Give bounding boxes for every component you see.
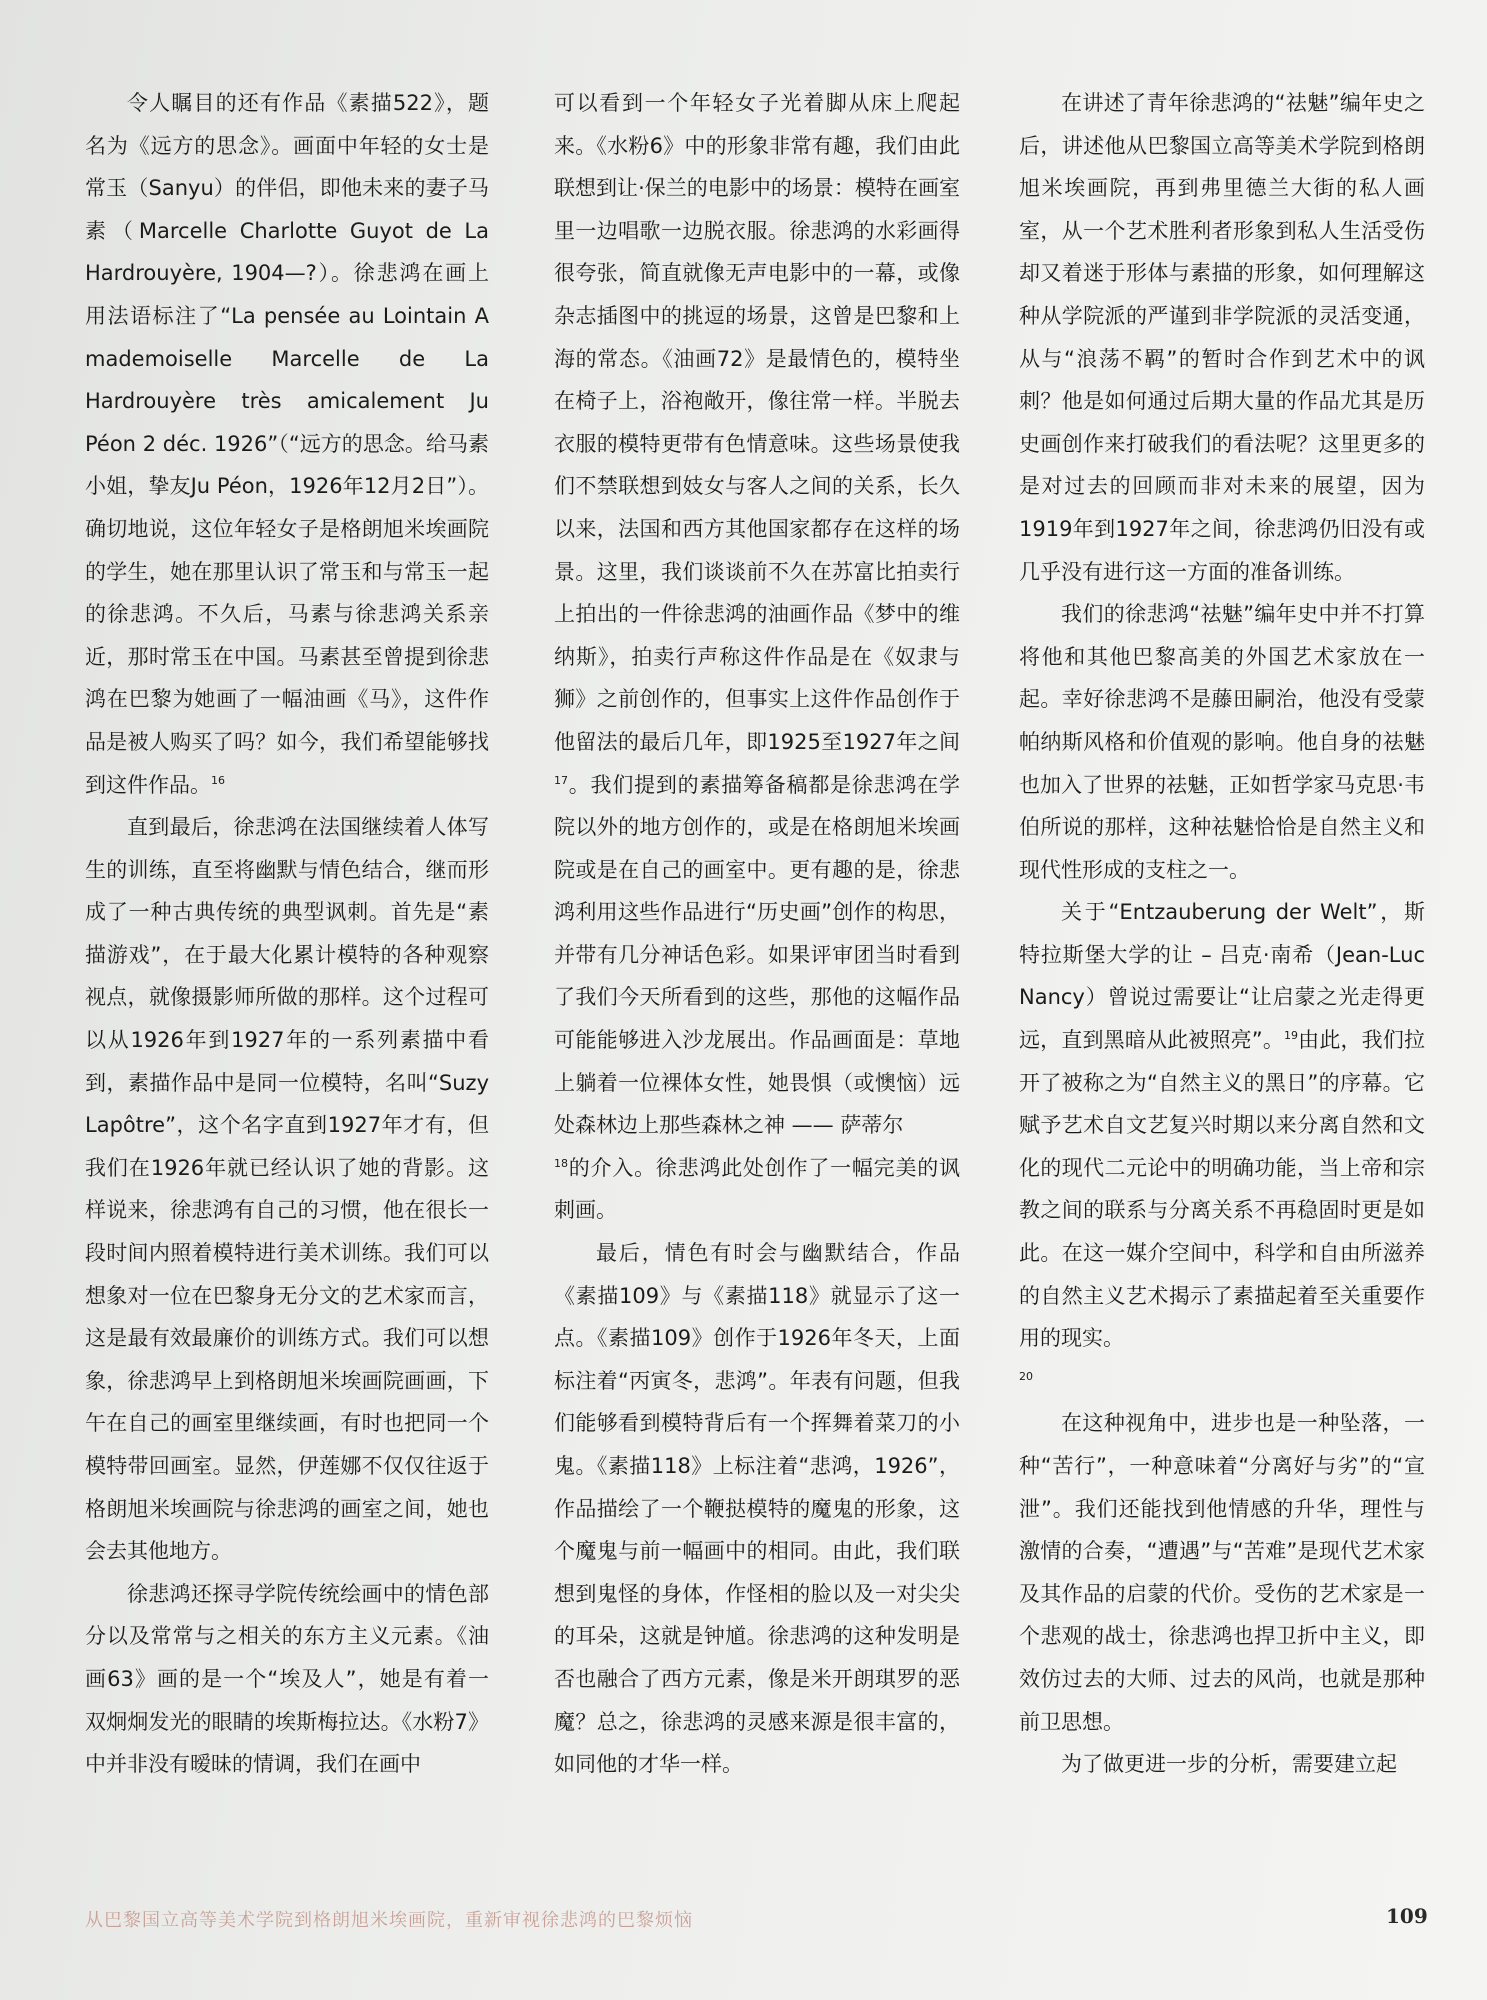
paragraph-text: 为了做更进一步的分析，需要建立起 [1061, 1752, 1397, 1777]
paragraph [554, 82, 960, 1147]
page-number: 109 [1386, 1904, 1428, 1928]
paragraph [85, 82, 489, 806]
paragraph [554, 1147, 960, 1232]
footnote-marker: 20 [1019, 1369, 1033, 1383]
paragraph [1019, 1743, 1425, 1786]
paragraph-text-after-note: 的介入。徐悲鸿此处创作了一幅完美的讽刺画。 [554, 1155, 960, 1223]
paragraph [1019, 891, 1425, 1360]
paragraph-text: 我们的徐悲鸿“祛魅”编年史中并不打算将他和其他巴黎高美的外国艺术家放在一起。幸好徐悲鸿不是藤田嗣治，他没有受蒙帕纳斯风格和价值观的影响。他自身的祛魅也加入了世界的祛魅，正如哲学家马克思·韦伯所说的那样，这种祛魅恰恰是自然主义和现代性形成的支柱之一。 [1019, 602, 1425, 882]
text-column-2 [554, 82, 960, 1786]
paragraph [1019, 1402, 1425, 1743]
footnote-marker: 18 [554, 1156, 568, 1170]
paragraph [85, 806, 489, 1573]
running-footer-title: 从巴黎国立高等美术学院到格朗旭米埃画院，重新审视徐悲鸿的巴黎烦恼 [85, 1910, 693, 1931]
paragraph-text-after-note: 。我们提到的素描筹备稿都是徐悲鸿在学院以外的地方创作的，或是在格朗旭米埃画院或是在自己的画室中。更有趣的是，徐悲鸿利用这些作品进行“历史画”创作的构思，并带有几分神话色彩。如果评审团当时看到了我们今天所看到的这些，那他的这幅作品可能能够进入沙龙展出。作品画面是：草地上躺着一位裸体女性，她畏惧（或懊恼）远处森林边上那些森林之神 —— 萨蒂尔 [554, 772, 960, 1138]
text-column-3 [1019, 82, 1425, 1786]
paragraph-text: 最后，情色有时会与幽默结合，作品《素描109》与《素描118》就显示了这一点。《素描109》创作于1926年冬天，上面标注着“丙寅冬，悲鸿”。年表有问题，但我们能够看到模特背后有一个挥舞着菜刀的小鬼。《素描118》上标注着“悲鸿，1926”，作品描绘了一个鞭挞模特的魔鬼的形象，这个魔鬼与前一幅画中的相同。由此，我们联想到鬼怪的身体，作怪相的脸以及一对尖尖的耳朵，这就是钟馗。徐悲鸿的这种发明是否也融合了西方元素，像是米开朗琪罗的恶魔？总之，徐悲鸿的灵感来源是很丰富的，如同他的才华一样。 [554, 1241, 960, 1777]
footnote-marker: 17 [554, 773, 568, 787]
paragraph-text: 徐悲鸿还探寻学院传统绘画中的情色部分以及常常与之相关的东方主义元素。《油画63》画的是一个“埃及人”，她是有着一双炯炯发光的眼睛的埃斯梅拉达。《水粉7》中并非没有暧昧的情调，我们在画中 [85, 1581, 489, 1777]
footnote-marker: 19 [1284, 1029, 1299, 1043]
paragraph-text: 令人瞩目的还有作品《素描522》，题名为《远方的思念》。画面中年轻的女士是常玉（Sanyu）的伴侣，即他未来的妻子马素（Marcelle Charlotte Guyot de La Hardrouyère, 1904—?）。徐悲鸿在画上用法语标注了“La pensée au Lointain A mademoiselle Marcelle de La Hardrouyère très amicalement Ju Péon 2 déc. 1926”（“远方的思念。给马素小姐，挚友Ju Péon，1926年12月2日”）。确切地说，这位年轻女子是格朗旭米埃画院的学生，她在那里认识了常玉和与常玉一起的徐悲鸿。不久后，马素与徐悲鸿关系亲近，那时常玉在中国。马素甚至曾提到徐悲鸿在巴黎为她画了一幅油画《马》，这件作品是被人购买了吗？如今，我们希望能够找到这件作品。 [85, 91, 489, 797]
paragraph-text: 在讲述了青年徐悲鸿的“祛魅”编年史之后，讲述他从巴黎国立高等美术学院到格朗旭米埃画院，再到弗里德兰大街的私人画室，从一个艺术胜利者形象到私人生活受伤却又着迷于形体与素描的形象，如何理解这种从学院派的严谨到非学院派的灵活变通，从与“浪荡不羁”的暂时合作到艺术中的讽刺？他是如何通过后期大量的作品尤其是历史画创作来打破我们的看法呢？这里更多的是对过去的回顾而非对未来的展望，因为1919年到1927年之间，徐悲鸿仍旧没有或几乎没有进行这一方面的准备训练。 [1019, 91, 1425, 584]
paragraph-text: 可以看到一个年轻女子光着脚从床上爬起来。《水粉6》中的形象非常有趣，我们由此联想到让·保兰的电影中的场景：模特在画室里一边唱歌一边脱衣服。徐悲鸿的水彩画得很夸张，简直就像无声电影中的一幕，或像杂志插图中的挑逗的场景，这曾是巴黎和上海的常态。《油画72》是最情色的，模特坐在椅子上，浴袍敞开，像往常一样。半脱去衣服的模特更带有色情意味。这些场景使我们不禁联想到妓女与客人之间的关系，长久以来，法国和西方其他国家都存在这样的场景。这里，我们谈谈前不久在苏富比拍卖行上拍出的一件徐悲鸿的油画作品《梦中的维纳斯》，拍卖行声称这件作品是在《奴隶与狮》之前创作的，但事实上这件作品创作于他留法的最后几年，即1925至1927年之间 [554, 91, 960, 754]
paragraph [85, 1573, 489, 1786]
paragraph-text: 在这种视角中，进步也是一种坠落，一种“苦行”，一种意味着“分离好与劣”的“宣泄”。我们还能找到他情感的升华，理性与激情的合奏，“遭遇”与“苦难”是现代艺术家及其作品的启蒙的代价。受伤的艺术家是一个悲观的战士，徐悲鸿也捍卫折中主义，即效仿过去的大师、过去的风尚，也就是那种前卫思想。 [1019, 1411, 1425, 1734]
footnote-marker: 16 [211, 773, 225, 787]
paragraph [1019, 82, 1425, 593]
paragraph [1019, 593, 1425, 891]
paragraph [1019, 1360, 1425, 1403]
paragraph-text-after-note: 由此，我们拉开了被称之为“自然主义的黑日”的序幕。它赋予艺术自文艺复兴时期以来分离自然和文化的现代二元论中的明确功能，当上帝和宗教之间的联系与分离关系不再稳固时更是如此。在这一媒介空间中，科学和自由所滋养的自然主义艺术揭示了素描起着至关重要作用的现实。 [1019, 1028, 1425, 1351]
paragraph-text: 直到最后，徐悲鸿在法国继续着人体写生的训练，直至将幽默与情色结合，继而形成了一种古典传统的典型讽刺。首先是“素描游戏”，在于最大化累计模特的各种观察视点，就像摄影师所做的那样。这个过程可以从1926年到1927年的一系列素描中看到，素描作品中是同一位模特，名叫“Suzy Lapôtre”，这个名字直到1927年才有，但我们在1926年就已经认识了她的背影。这样说来，徐悲鸿有自己的习惯，他在很长一段时间内照着模特进行美术训练。我们可以想象对一位在巴黎身无分文的艺术家而言，这是最有效最廉价的训练方式。我们可以想象，徐悲鸿早上到格朗旭米埃画院画画，下午在自己的画室里继续画，有时也把同一个模特带回画室。显然，伊莲娜不仅仅往返于格朗旭米埃画院与徐悲鸿的画室之间，她也会去其他地方。 [85, 815, 489, 1564]
paragraph-text: 关于“Entzauberung der Welt”，斯特拉斯堡大学的让 – 吕克·南希（Jean-Luc Nancy）曾说过需要让“让启蒙之光走得更远，直到黑暗从此被照亮”。 [1019, 900, 1425, 1053]
text-column-1 [85, 82, 489, 1786]
paragraph [554, 1232, 960, 1786]
